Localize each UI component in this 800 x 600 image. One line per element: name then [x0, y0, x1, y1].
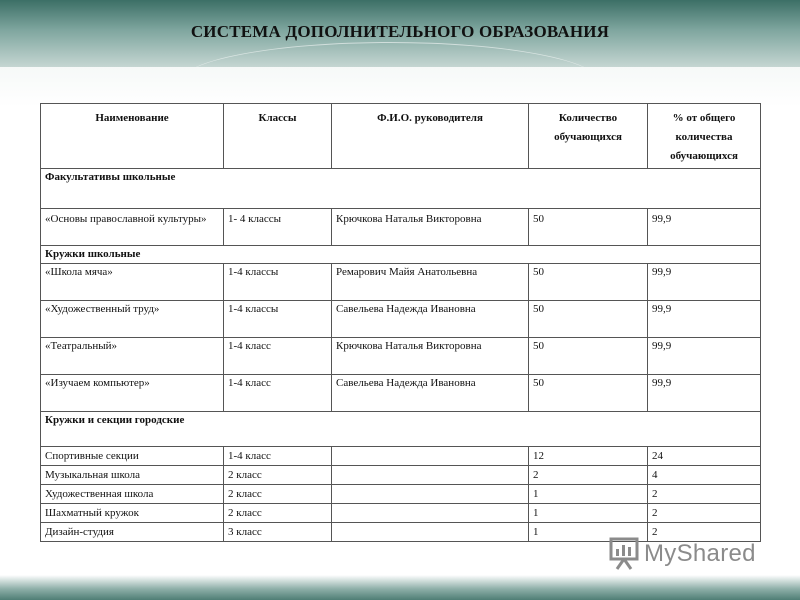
col-header-count: Количество обучающихся	[529, 104, 648, 169]
cell-leader: Савельева Надежда Ивановна	[332, 375, 529, 412]
cell-leader	[332, 504, 529, 523]
col-header-classes: Классы	[224, 104, 332, 169]
presentation-chart-icon	[608, 536, 640, 570]
table-row	[41, 466, 761, 485]
cell-classes: 2 класс	[224, 504, 332, 523]
cell-leader: Крючкова Наталья Викторовна	[332, 338, 529, 375]
section-row	[41, 412, 761, 447]
cell-classes: 3 класс	[224, 523, 332, 542]
cell-count: 1	[529, 485, 648, 504]
cell-percent: 24	[648, 447, 761, 466]
cell-percent: 2	[648, 504, 761, 523]
table-row	[41, 209, 761, 246]
cell-leader: Савельева Надежда Ивановна	[332, 301, 529, 338]
cell-count: 50	[529, 209, 648, 246]
section-title: Кружки школьные	[41, 246, 761, 264]
cell-name: Шахматный кружок	[41, 504, 224, 523]
col-header-percent: % от общего количества обучающихся	[648, 104, 761, 169]
cell-count: 1	[529, 504, 648, 523]
section-row	[41, 246, 761, 264]
header-fade-band	[0, 67, 800, 107]
cell-name: Художественная школа	[41, 485, 224, 504]
cell-percent: 99,9	[648, 375, 761, 412]
section-row	[41, 169, 761, 209]
cell-count: 50	[529, 375, 648, 412]
cell-classes: 1-4 класс	[224, 375, 332, 412]
cell-leader	[332, 466, 529, 485]
cell-count: 50	[529, 264, 648, 301]
footer-band	[0, 575, 800, 600]
cell-percent: 2	[648, 523, 761, 542]
cell-percent: 2	[648, 485, 761, 504]
watermark-text: MyShared	[644, 540, 756, 567]
cell-classes: 1-4 класс	[224, 338, 332, 375]
table-row	[41, 264, 761, 301]
cell-name: «Школа мяча»	[41, 264, 224, 301]
col-header-leader: Ф.И.О. руководителя	[332, 104, 529, 169]
section-title: Кружки и секции городские	[41, 412, 761, 447]
cell-classes: 1-4 классы	[224, 301, 332, 338]
cell-leader: Крючкова Наталья Викторовна	[332, 209, 529, 246]
cell-leader: Ремарович Майя Анатольевна	[332, 264, 529, 301]
cell-leader	[332, 447, 529, 466]
myshared-watermark[interactable]	[608, 536, 768, 572]
cell-name: Дизайн-студия	[41, 523, 224, 542]
cell-percent: 99,9	[648, 338, 761, 375]
cell-count: 50	[529, 301, 648, 338]
table-row	[41, 338, 761, 375]
cell-percent: 99,9	[648, 264, 761, 301]
cell-name: «Художественный труд»	[41, 301, 224, 338]
cell-name: «Театральный»	[41, 338, 224, 375]
section-title: Факультативы школьные	[41, 169, 761, 209]
cell-classes: 1-4 классы	[224, 264, 332, 301]
table-row	[41, 301, 761, 338]
cell-name: «Изучаем компьютер»	[41, 375, 224, 412]
cell-percent: 4	[648, 466, 761, 485]
table-header-row	[41, 104, 761, 169]
cell-name: «Основы православной культуры»	[41, 209, 224, 246]
cell-count: 12	[529, 447, 648, 466]
cell-count: 2	[529, 466, 648, 485]
table-row	[41, 447, 761, 466]
cell-percent: 99,9	[648, 209, 761, 246]
cell-name: Спортивные секции	[41, 447, 224, 466]
cell-percent: 99,9	[648, 301, 761, 338]
cell-classes: 1-4 класс	[224, 447, 332, 466]
table-row	[41, 485, 761, 504]
cell-classes: 2 класс	[224, 485, 332, 504]
education-table	[40, 103, 761, 542]
page-title: СИСТЕМА ДОПОЛНИТЕЛЬНОГО ОБРАЗОВАНИЯ	[190, 22, 610, 41]
cell-count: 50	[529, 338, 648, 375]
header-banner	[0, 0, 800, 67]
table-row	[41, 375, 761, 412]
cell-count: 1	[529, 523, 648, 542]
col-header-name: Наименование	[41, 104, 224, 169]
cell-classes: 2 класс	[224, 466, 332, 485]
cell-name: Музыкальная школа	[41, 466, 224, 485]
cell-leader	[332, 523, 529, 542]
cell-leader	[332, 485, 529, 504]
cell-classes: 1- 4 классы	[224, 209, 332, 246]
table-row	[41, 504, 761, 523]
header-decor-arc	[180, 42, 600, 67]
